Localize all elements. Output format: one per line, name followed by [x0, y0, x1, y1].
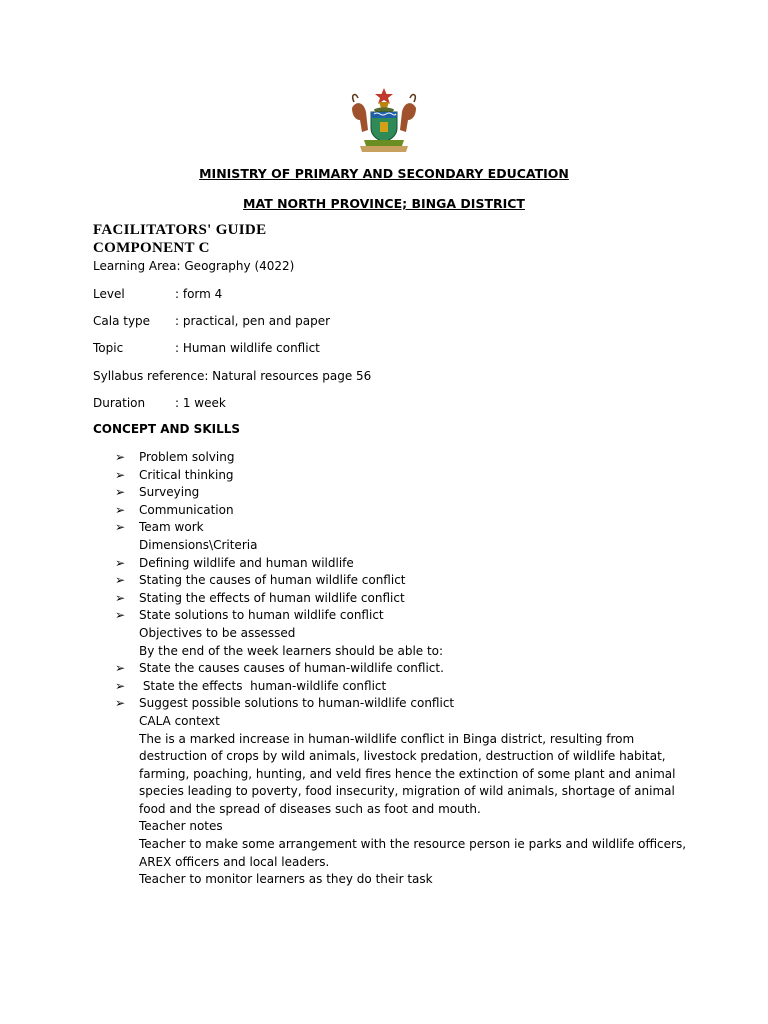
- level-value: : form 4: [175, 287, 223, 301]
- cala-type-field: [93, 314, 330, 328]
- criteria-text: Defining wildlife and human wildlife: [139, 555, 354, 570]
- arrow-bullet-icon: ➢: [115, 485, 126, 500]
- list-item: [115, 572, 675, 590]
- arrow-bullet-icon: ➢: [115, 555, 126, 570]
- teacher-notes-heading: Teacher notes: [139, 819, 223, 834]
- section-heading: [115, 818, 675, 836]
- list-item: [115, 555, 675, 573]
- component-title: COMPONENT C: [93, 240, 210, 256]
- teacher-notes-text: Teacher to monitor learners as they do their task: [139, 872, 433, 887]
- duration-field: [93, 396, 226, 410]
- teacher-notes-text: AREX officers and local leaders.: [139, 854, 330, 869]
- list-item: [115, 502, 675, 520]
- cala-context-text: The is a marked increase in human-wildlife conflict in Binga district, resulting from: [139, 731, 635, 746]
- arrow-bullet-icon: ➢: [115, 590, 126, 605]
- arrow-bullet-icon: ➢: [115, 678, 126, 693]
- arrow-bullet-icon: ➢: [115, 467, 126, 482]
- section-heading: [115, 713, 675, 731]
- skill-text: Problem solving: [139, 450, 235, 464]
- objectives-intro-text: By the end of the week learners should be able to:: [139, 643, 444, 658]
- topic-value: : Human wildlife conflict: [175, 341, 320, 355]
- arrow-bullet-icon: ➢: [115, 450, 126, 464]
- paragraph-line: [115, 854, 675, 872]
- level-label: Level: [93, 287, 125, 301]
- paragraph-line: [115, 783, 675, 801]
- dimensions-heading: Dimensions\Criteria: [139, 537, 258, 552]
- objective-text: Suggest possible solutions to human-wildlife conflict: [139, 696, 455, 711]
- objective-text: State the causes causes of human-wildlife conflict.: [139, 661, 444, 676]
- arrow-bullet-icon: ➢: [115, 502, 126, 517]
- list-item: [115, 678, 675, 696]
- topic-label: Topic: [93, 341, 124, 355]
- cala-context-text: food and the spread of diseases such as foot and mouth.: [139, 801, 481, 816]
- arrow-bullet-icon: ➢: [115, 608, 126, 623]
- cala-type-label: Cala type: [93, 314, 151, 328]
- skill-text: Critical thinking: [139, 467, 234, 482]
- teacher-notes-text: Teacher to make some arrangement with the resource person ie parks and wildlife officers,: [139, 837, 687, 852]
- objectives-heading: Objectives to be assessed: [139, 625, 296, 640]
- paragraph-line: [115, 766, 675, 784]
- coat-of-arms-icon: [338, 86, 430, 154]
- criteria-text: Stating the effects of human wildlife conflict: [139, 590, 405, 605]
- list-item: [115, 590, 675, 608]
- list-item: [115, 607, 675, 625]
- objective-text: State the effects human-wildlife conflict: [139, 678, 387, 693]
- paragraph-line: [115, 748, 675, 766]
- arrow-bullet-icon: ➢: [115, 661, 126, 676]
- skill-text: Communication: [139, 502, 234, 517]
- level-field: [93, 287, 222, 301]
- paragraph-line: [115, 836, 687, 854]
- duration-label: Duration: [93, 396, 146, 410]
- guide-title: FACILITATORS' GUIDE: [93, 222, 267, 238]
- list-item: [115, 484, 675, 502]
- paragraph-line: [115, 801, 675, 819]
- skill-text: Surveying: [139, 485, 200, 500]
- section-heading: [115, 537, 675, 555]
- paragraph-line: [115, 871, 675, 889]
- arrow-bullet-icon: ➢: [115, 573, 126, 588]
- syllabus-reference: Syllabus reference: Natural resources page 56: [93, 369, 372, 383]
- list-item: [115, 519, 675, 537]
- topic-field: [93, 341, 320, 355]
- list-item: [115, 449, 675, 467]
- objectives-intro: [115, 643, 675, 661]
- learning-area: Learning Area: Geography (4022): [93, 259, 295, 273]
- cala-type-value: : practical, pen and paper: [175, 314, 331, 328]
- criteria-text: State solutions to human wildlife conflict: [139, 608, 384, 623]
- paragraph-line: [115, 731, 675, 749]
- cala-context-text: destruction of crops by wild animals, livestock predation, destruction of wildlife habitat,: [139, 749, 666, 764]
- cala-context-text: species leading to poverty, food insecurity, migration of wild animals, shortage of animal: [139, 784, 675, 799]
- section-heading: [115, 625, 675, 643]
- cala-context-heading: CALA context: [139, 713, 220, 728]
- arrow-bullet-icon: ➢: [115, 696, 126, 711]
- content-list: [115, 449, 687, 889]
- list-item: [115, 660, 675, 678]
- criteria-text: Stating the causes of human wildlife conflict: [139, 573, 406, 588]
- skill-text: Team work: [139, 520, 204, 535]
- ministry-heading: MINISTRY OF PRIMARY AND SECONDARY EDUCATION: [199, 166, 569, 181]
- duration-value: : 1 week: [175, 396, 226, 410]
- cala-context-text: farming, poaching, hunting, and veld fires hence the extinction of some plant and animal: [139, 766, 676, 781]
- list-item: [115, 695, 675, 713]
- arrow-bullet-icon: ➢: [115, 520, 126, 535]
- list-item: [115, 467, 675, 485]
- concept-heading: CONCEPT AND SKILLS: [93, 422, 241, 436]
- province-heading: MAT NORTH PROVINCE; BINGA DISTRICT: [243, 196, 525, 211]
